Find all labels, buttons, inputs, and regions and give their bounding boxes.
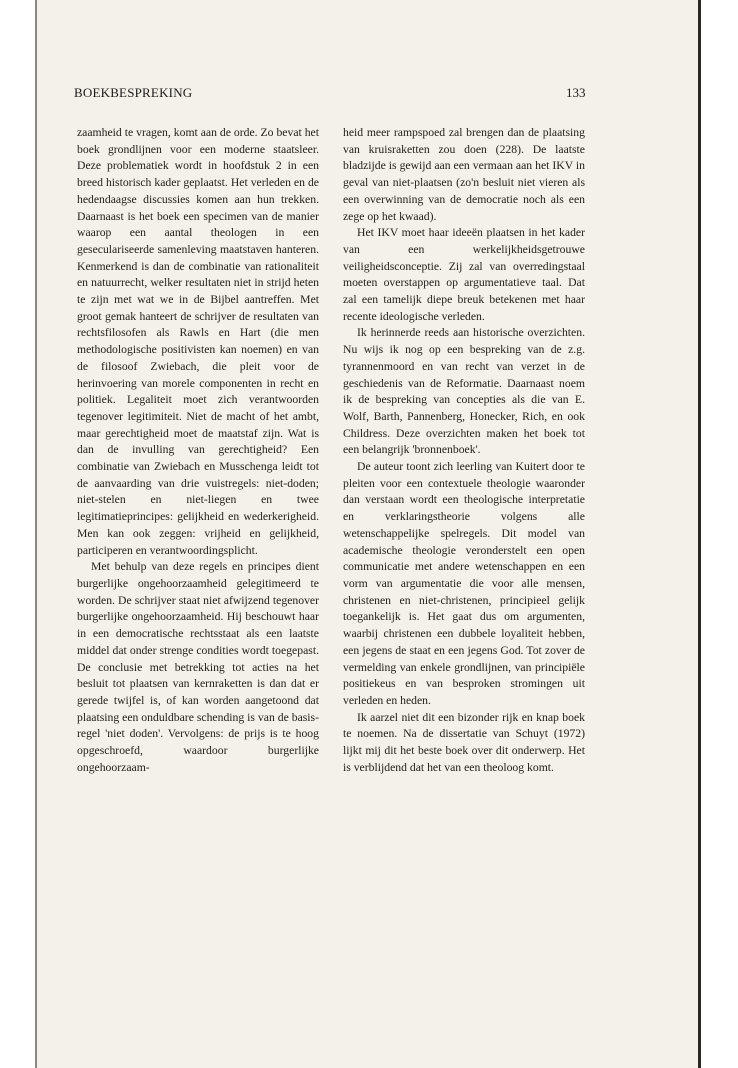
right-paragraph-5: Ik aarzel niet dit een bizonder rijk en knap boek te noemen. Na de dissertatie van Schuyt (1972) lijkt mij dit het beste boek over dit onderwerp. Het is verblijdend dat het van een theoloog komt. [343, 710, 585, 774]
left-paragraph-2: Met behulp van deze regels en principes dient burgerlijke ongehoorzaamheid gelegitimeerd te worden. De schrijver staat niet afwijzend tegenover burgerlijke ongehoorzaamheid. Hij beschouwt haar in een democratische rechtsstaat als een laatste middel dat onder strenge condities wordt toegepast. De conclusie met betrekking tot acties na het besluit tot plaatsen van kernraketten is dan dat er gerede twijfel is, of kan worden aangetoond dat plaatsing een onduldbare schending is van de basis-regel 'niet doden'. Vervolgens: de prijs is te hoog opgeschroefd, waardoor burgerlijke ongehoorzaam- [77, 560, 319, 774]
left-paragraph-1: zaamheid te vragen, komt aan de orde. Zo bevat het boek grondlijnen voor een moderne staatsleer. Deze problematiek wordt in hoofdstuk 2 in een breed historisch kader geplaatst. Het verleden en de hedendaagse discussies komen aan hun trekken. Daarnaast is het boek een specimen van de manier waarop een aantal theologen in een geseculariseerde samenleving maatstaven hanteren. Kenmerkend is dan de combinatie van rationaliteit en natuurrecht, welker resultaten niet in strijd heten te zijn met wat we in de Bijbel aantreffen. Met groot gemak hanteert de schrijver de resultaten van rechtsfilosofen als Rawls en Hart (die men methodologische positivisten kan noemen) en van de filosoof Zwiebach, die pleit voor de herinvoering van morele componenten in recht en politiek. Legaliteit moet zich verantwoorden tegenover legitimiteit. Niet de macht of het ambt, maar gerechtigheid moet de maatstaf zijn. Wat is dan de invulling van gerechtigheid? Een combinatie van Zwiebach en Musschenga leidt tot de aanvaarding van drie vuistregels: niet-doden; niet-stelen en niet-liegen en twee legitimatieprincipes: gelijkheid en wederkerigheid. Men kan ook zeggen: vrijheid en gelijkheid, participeren en verantwoordingsplicht. [77, 126, 319, 557]
right-paragraph-4: De auteur toont zich leerling van Kuitert door te pleiten voor een contextuele theologie waaronder dan verstaan wordt een theologische interpretatie en verklaringstheorie volgens alle wetenschappelijke spelregels. Dit model van academische theologie veronderstelt een open communicatie met andere wetenschappen en een vorm van argumentatie die voor alle mensen, christenen en niet-christenen, principieel gelijk toegankelijk is. Het gaat dus om argumenten, waarbij christenen een dubbele loyaliteit hebben, een jegens de staat en een jegens God. Tot zover de vermelding van enkele grondlijnen, van principiële positiekeus en van besproken stromingen uit verleden en heden. [343, 460, 585, 707]
running-head: BOEKBESPREKING [74, 85, 193, 100]
left-column [77, 125, 319, 776]
page-right-edge [698, 0, 701, 1068]
page-number: 133 [566, 85, 586, 100]
page-left-edge [35, 0, 37, 1068]
right-paragraph-2: Het IKV moet haar ideeën plaatsen in het kader van een werkelijkheidsgetrouwe veiligheidsconceptie. Zij zal van overredingstaal moeten overstappen op argumentatieve taal. Dat zal een tamelijk diepe breuk betekenen met haar recente ideologische verleden. [343, 226, 585, 323]
right-paragraph-3: Ik herinnerde reeds aan historische overzichten. Nu wijs ik nog op een bespreking van de z.g. tyrannenmoord en van recht van verzet in de geschiedenis van de Reformatie. Daarnaast noem ik de bespreking van concepties als die van E. Wolf, Barth, Pannenberg, Honecker, Rich, en ook Childress. Deze overzichten maken het boek tot een belangrijk 'bronnenboek'. [343, 326, 585, 457]
right-column [343, 125, 585, 776]
right-paragraph-1: heid meer rampspoed zal brengen dan de plaatsing van kruisraketten zou doen (228). De laatste bladzijde is gewijd aan een vermaan aan het IKV in geval van niet-plaatsen (zo'n besluit niet vieren als een overwinning van de democratie noch als een zege op het kwaad). [343, 126, 585, 223]
